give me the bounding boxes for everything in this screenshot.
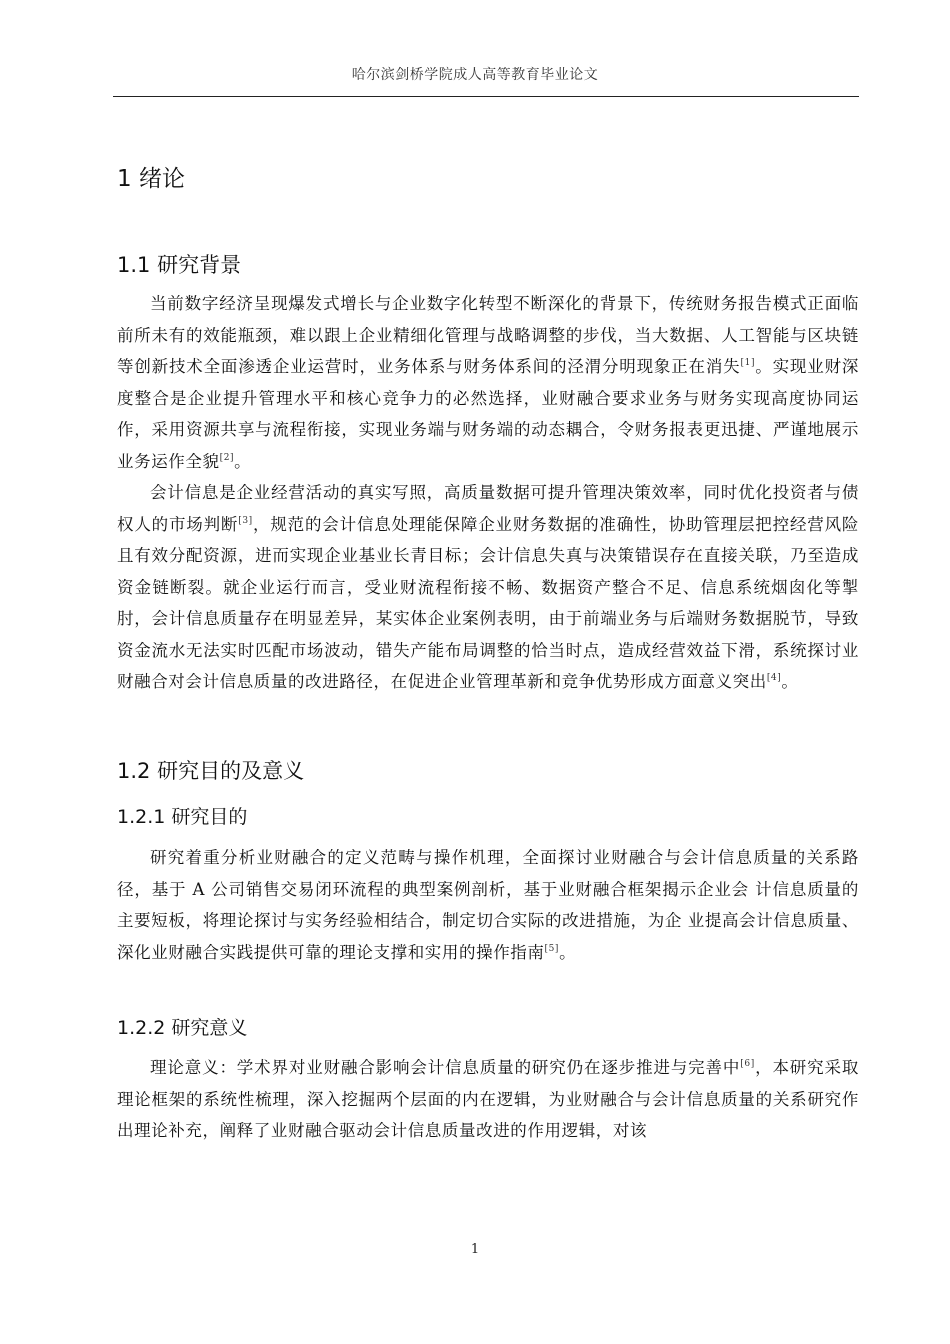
- paragraph-text: 。实现业财深度整合是企业提升管理水平和核心竞争力的必然选择，业财融合要求业务与财务实现高度协同运作，采用资源共享与流程衔接，实现业务端与财务端的动态耦合，令财务报表更迅捷、严谨地展示业务运作全貌: [117, 357, 859, 471]
- page-number: 1: [470, 1242, 480, 1257]
- subsection-title-1-2-1: 1.2.1 研究目的: [117, 806, 248, 828]
- paragraph-text: 当前数字经济呈现爆发式增长与企业数字化转型不断深化的背景下，传统财务报告模式正面临前所未有的效能瓶颈，难以跟上企业精细化管理与战略调整的步伐，当大数据、人工智能与区块链等创新技术全面渗透企业运营时，业务体系与财务体系间的泾渭分明现象正在消失: [117, 294, 859, 376]
- header-rule: [113, 96, 859, 97]
- paragraph-text: 会计信息是企业经营活动的真实写照，高质量数据可提升管理决策效率，同时优化投资者与债权人的市场判断: [117, 483, 859, 534]
- paragraph-text: 。: [559, 942, 577, 962]
- citation-ref: [3]: [238, 515, 253, 526]
- citation-ref: [5]: [544, 943, 560, 954]
- paragraph-text: ，本研究采取理论框架的系统性梳理，深入挖掘两个层面的内在逻辑，为业财融合与会计信息质量的关系研究作出理论补充，阐释了业财融合驱动会计信息质量改进的作用逻辑，对该: [117, 1058, 859, 1140]
- section-title-1-2: 1.2 研究目的及意义: [117, 759, 305, 783]
- paragraph-purpose: [117, 842, 859, 968]
- chapter-title: 1 绪论: [117, 166, 185, 192]
- paragraph-text: 。: [781, 672, 799, 691]
- paragraph-text: 。: [234, 451, 252, 471]
- citation-ref: [6]: [740, 1059, 755, 1069]
- citation-ref: [1]: [740, 358, 756, 368]
- section-title-1-1: 1.1 研究背景: [117, 253, 242, 277]
- citation-ref: [2]: [219, 452, 235, 463]
- paragraph-text: ，规范的会计信息处理能保障企业财务数据的准确性，协助管理层把控经营风险且有效分配资源，进而实现企业基业长青目标；会计信息失真与决策错误存在直接关联，乃至造成资金链断裂。就企业运行而言，受业财流程衔接不畅、数据资产整合不足、信息系统烟囱化等掣肘，会计信息质量存在明显差异，某实体企业案例表明，由于前端业务与后端财务数据脱节，导致资金流水无法实时匹配市场波动，错失产能布局调整的恰当时点，造成经营效益下滑，系统探讨业财融合对会计信息质量的改进路径，在促进企业管理革新和竞争优势形成方面意义突出: [117, 514, 860, 691]
- paragraph-significance: [117, 1052, 859, 1147]
- citation-ref: [4]: [766, 673, 782, 683]
- subsection-title-1-2-2: 1.2.2 研究意义: [117, 1017, 248, 1039]
- paragraph-background-2: [117, 477, 859, 698]
- paragraph-text: 研究着重分析业财融合的定义范畴与操作机理，全面探讨业财融合与会计信息质量的关系路径，基于 A 公司销售交易闭环流程的典型案例剖析，基于业财融合框架揭示企业会 计信息质量的主要短板，将理论探讨与实务经验相结合，制定切合实际的改进措施，为企 业提高会计信息质量、深化业财融合实践提供可靠的理论支撑和实用的操作指南: [117, 848, 859, 962]
- paragraph-background-1: [117, 288, 859, 477]
- paragraph-text: 理论意义：学术界对业财融合影响会计信息质量的研究仍在逐步推进与完善中: [150, 1058, 741, 1077]
- running-header: 哈尔滨剑桥学院成人高等教育毕业论文: [351, 67, 599, 83]
